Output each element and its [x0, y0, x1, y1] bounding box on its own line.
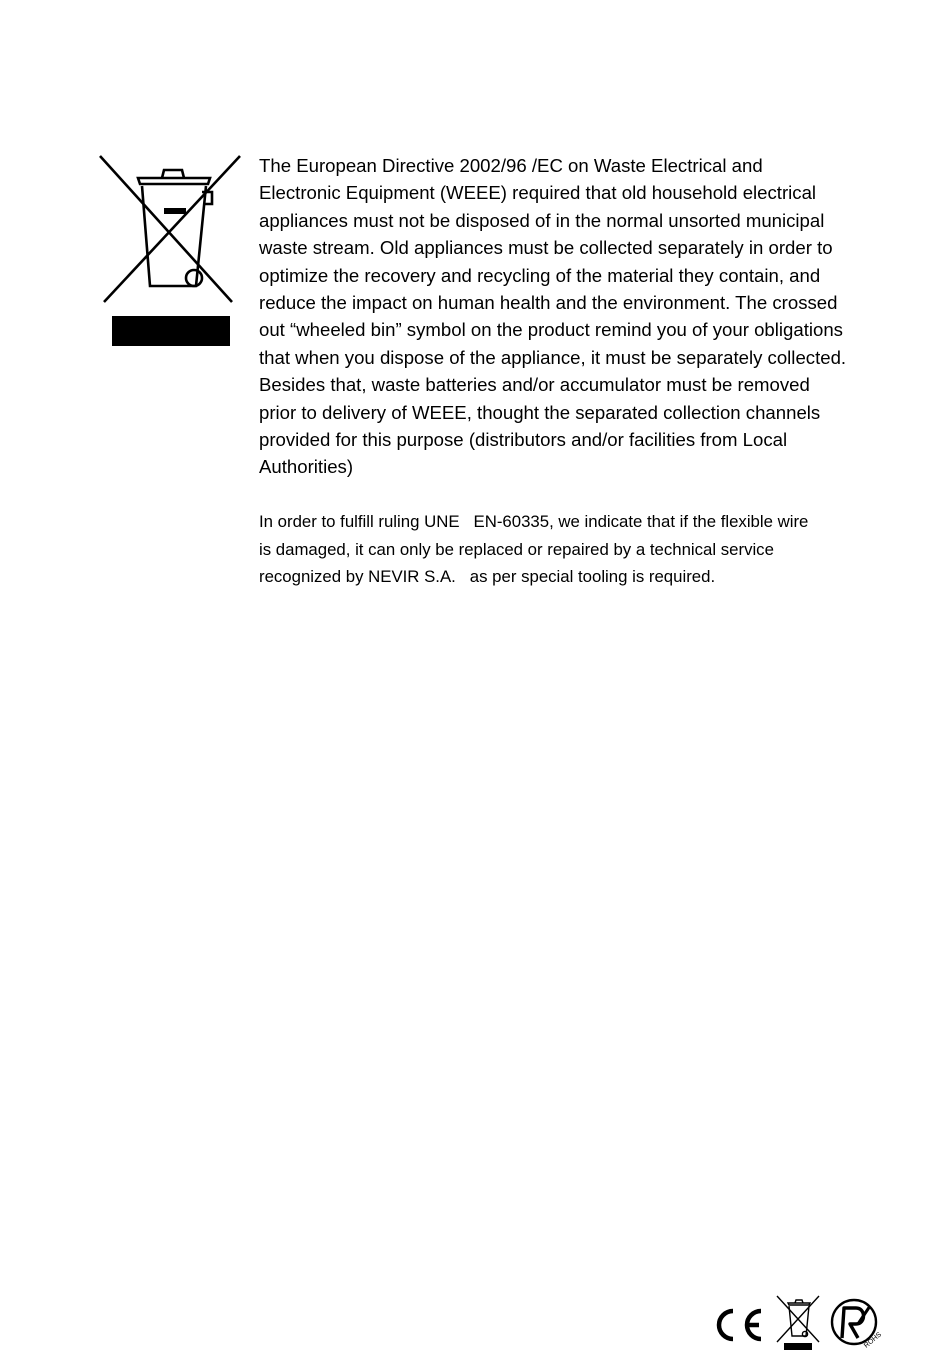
- paragraph-line: optimize the recovery and recycling of the material they contain, and: [259, 264, 821, 286]
- paragraph-line: is damaged, it can only be replaced or repaired by a technical service: [259, 539, 774, 559]
- crossed-bin-icon: [774, 1294, 822, 1350]
- paragraph-line: waste stream. Old appliances must be collected separately in order to: [259, 237, 833, 259]
- paragraph-line: Authorities): [259, 456, 354, 478]
- paragraph-line: Electronic Equipment (WEEE) required that old household electrical: [259, 182, 817, 204]
- paragraph-line: recognized by NEVIR S.A. as per special tooling is required.: [259, 567, 716, 586]
- paragraph-line: that when you dispose of the appliance, it must be separately collected.: [259, 346, 847, 368]
- ce-mark-icon: [710, 1308, 766, 1342]
- crossed-bin-icon: [98, 152, 244, 348]
- certification-marks: [710, 1292, 892, 1352]
- paragraph-line: prior to delivery of WEEE, thought the separated collection channels: [259, 401, 821, 423]
- paragraph-line: provided for this purpose (distributors and/or facilities from Local: [259, 429, 788, 451]
- paragraph-line: reduce the impact on human health and the environment. The crossed: [259, 292, 838, 314]
- paragraph-line: The European Directive 2002/96 /EC on Waste Electrical and: [259, 155, 763, 176]
- paragraph-line: In order to fulfill ruling UNE EN-60335, we indicate that if the flexible wire: [259, 512, 809, 531]
- rohs-mark-icon: [828, 1298, 884, 1350]
- paragraph-line: out “wheeled bin” symbol on the product remind you of your obligations: [259, 319, 843, 341]
- rohs-label: ROHS: [863, 1331, 884, 1350]
- paragraph-line: appliances must not be disposed of in the normal unsorted municipal: [259, 209, 825, 231]
- paragraph-line: Besides that, waste batteries and/or accumulator must be removed: [259, 374, 810, 396]
- flexible-wire-paragraph: [259, 508, 899, 591]
- weee-directive-paragraph: [259, 152, 899, 481]
